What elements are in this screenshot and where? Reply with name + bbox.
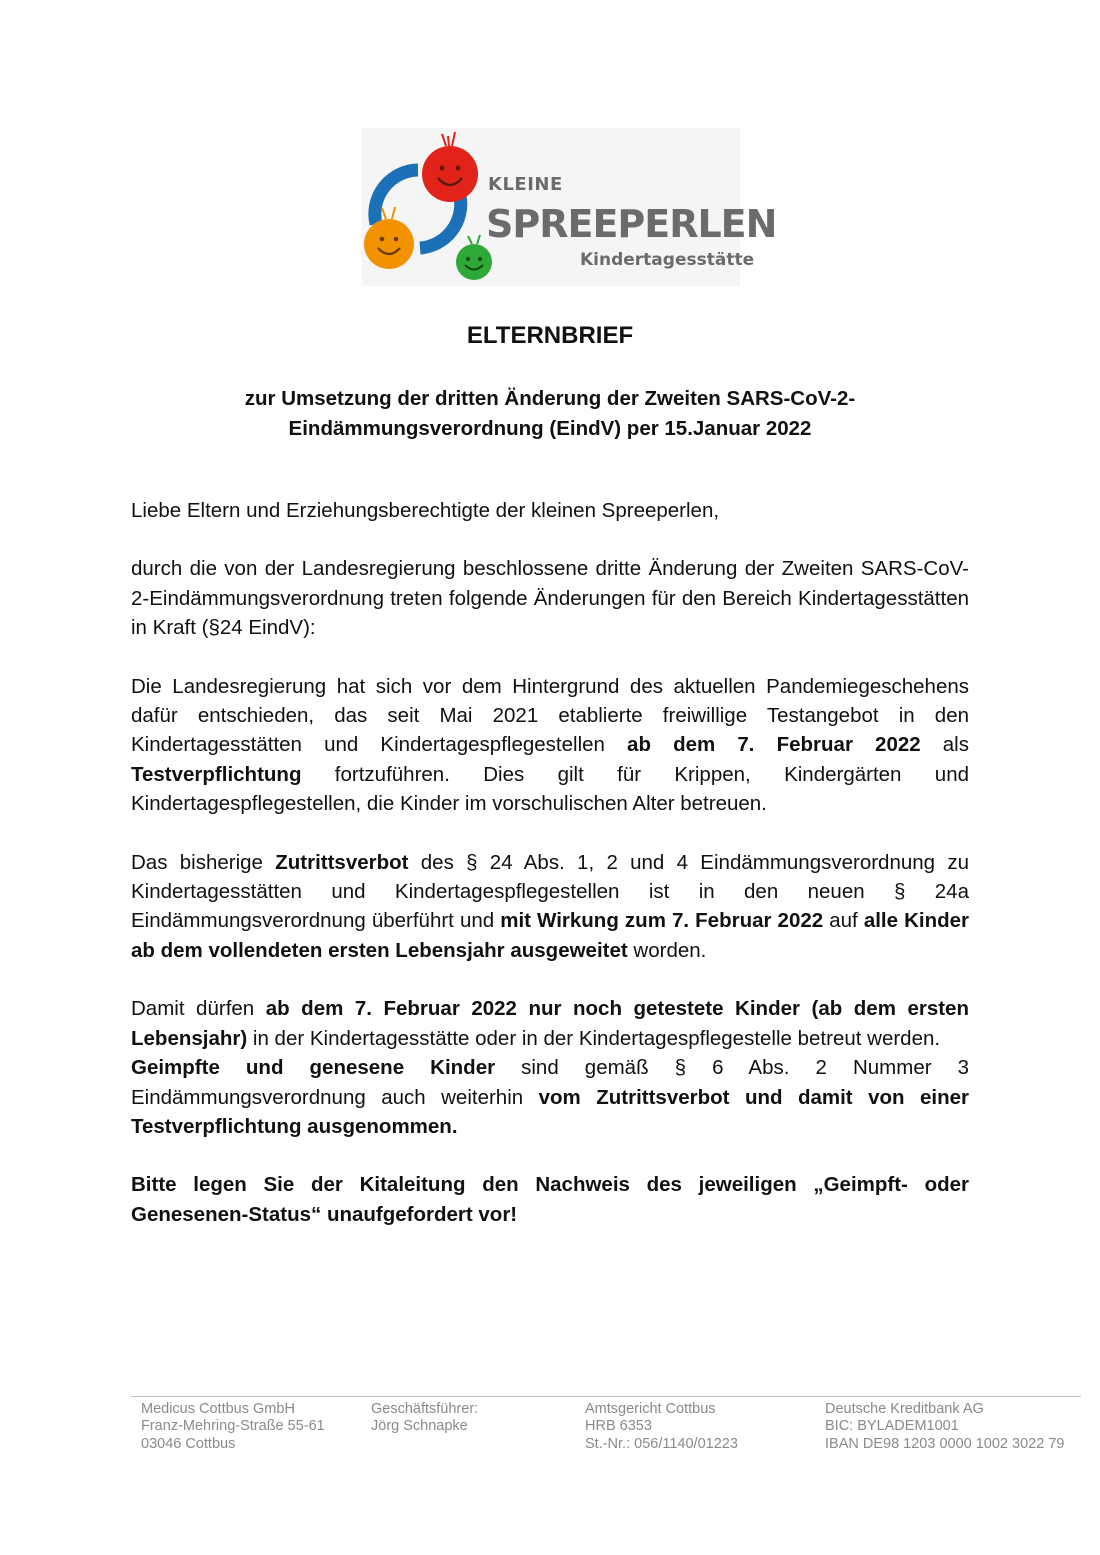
document-subtitle <box>150 384 950 444</box>
logo-text-spreeperlen: SPREEPERLEN <box>486 202 777 246</box>
footer <box>131 1396 1081 1456</box>
subtitle-line-1: zur Umsetzung der dritten Änderung der Zweiten SARS-CoV-2- <box>244 387 856 410</box>
paragraph-request-proof: Bitte legen Sie der Kitaleitung den Nachweis des jeweiligen „Geimpft- oder Genesenen-Status“ unaufgefordert vor! <box>131 1173 969 1226</box>
logo-text-kindertagesstaette: Kindertagesstätte <box>580 250 755 270</box>
logo-blue-arc-right <box>420 196 461 248</box>
paragraph-vaccinated-exemption: Geimpfte und genesene Kinder sind gemäß § 6 Abs. 2 Nummer 3 Eindämmungsverordnung auch weiterhin vom Zutrittsverbot und damit von einer Testverpflichtung ausgenommen. <box>131 1056 969 1138</box>
paragraph-tested-children: Damit dürfen ab dem 7. Februar 2022 nur noch getestete Kinder (ab dem ersten Lebensjahr) in der Kindertagesstätte oder in der Kindertagespflegestelle betreut werden. <box>131 997 969 1050</box>
paragraph-test-obligation: Die Landesregierung hat sich vor dem Hintergrund des aktuellen Pandemiegeschehens dafür entschieden, das seit Mai 2021 etablierte freiwillige Testangebot in den Kindertagesstätten und Kindertagespflegestellen ab dem 7. Februar 2022 als Testverpflichtung fortzuführen. Dies gilt für Krippen, Kindergärten und Kindertagespflegestellen, die Kinder im vorschulischen Alter betreuen. <box>131 674 969 816</box>
letter-body <box>131 496 969 1229</box>
footer-company: Medicus Cottbus GmbH Franz-Mehring-Straße 55-61 03046 Cottbus <box>131 1396 371 1453</box>
logo-blue-arc-left <box>375 170 418 224</box>
paragraph-intro: durch die von der Landesregierung beschlossene dritte Änderung der Zweiten SARS-CoV-2-Eindämmungsverordnung treten folgende Änderungen für den Bereich Kindertagesstätten in Kraft (§24 EindV): <box>131 557 969 640</box>
logo-graphic <box>362 128 492 286</box>
logo-red-face <box>422 132 478 202</box>
greeting: Liebe Eltern und Erziehungsberechtigte der kleinen Spreeperlen, <box>131 499 720 522</box>
document-title: ELTERNBRIEF <box>466 322 634 349</box>
subtitle-line-2: Eindämmungsverordnung (EindV) per 15.Januar 2022 <box>288 417 812 440</box>
footer-court: Amtsgericht Cottbus HRB 6353 St.-Nr.: 056/1140/01223 <box>577 1396 817 1453</box>
paragraph-access-ban: Das bisherige Zutrittsverbot des § 24 Abs. 1, 2 und 4 Eindämmungsverordnung zu Kindertagesstätten und Kindertagespflegestellen ist in den neuen § 24a Eindämmungsverordnung überführt und mit Wirkung zum 7. Februar 2022 auf alle Kinder ab dem vollendeten ersten Lebensjahr ausgeweitet worden. <box>131 850 969 962</box>
logo-text-kleine: KLEINE <box>488 174 563 195</box>
logo <box>362 128 777 286</box>
footer-bank: Deutsche Kreditbank AG BIC: BYLADEM1001 IBAN DE98 1203 0000 1002 3022 79 <box>817 1396 1081 1453</box>
footer-management: Geschäftsführer: Jörg Schnapke <box>363 1396 583 1436</box>
